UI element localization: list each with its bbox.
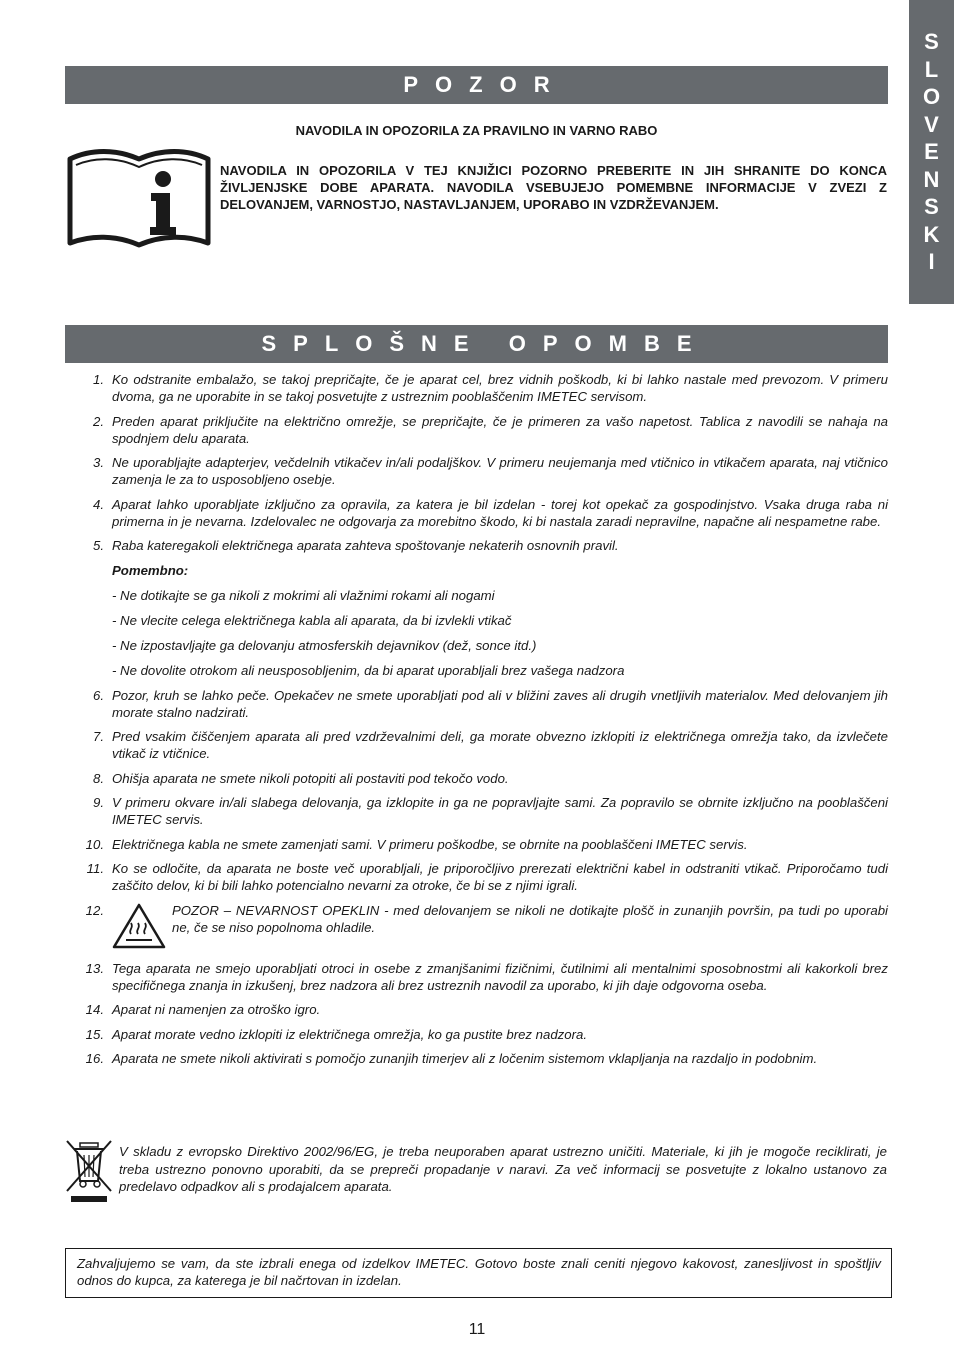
side-tab-letter: S (924, 194, 939, 220)
hot-surface-warning-icon (112, 902, 166, 950)
list-item (80, 836, 888, 853)
side-tab-letter: S (924, 29, 939, 55)
weee-disposal-text: V skladu z evropsko Direktivo 2002/96/EG, je treba neuporaben aparat ustrezno uničiti. Materiale, ki jih je mogoče reciklirati, je treba ustrezno ponovno uporabiti, da se prepreči propadanje v naravi. Za več informacij se posvetujte z lokalno ustanovo za predelavo odpadkov ali s prodajalcem aparata. (119, 1144, 887, 1194)
side-tab-letter: L (924, 56, 939, 82)
crossed-bin-icon (64, 1137, 114, 1203)
item-text: Ohišja aparata ne smete nikoli potopiti ali postaviti pod tekočo vodo. (112, 770, 509, 786)
pozor-banner (65, 66, 888, 104)
item-number: 15. (85, 1026, 104, 1042)
item-text: Tega aparata ne smejo uporabljati otroci in osebe z zmanjšanimi fizičnimi, čutilnimi ali mentalnimi sposobnostmi ali kakorkoli brez specifičnega znanja in izkušenj, brez nadzora ali brez ustreznih navodil za uporabo, ki jih daje odgovorna oseba. (112, 960, 888, 993)
item-number: 11. (86, 861, 104, 876)
item-text: Aparat lahko uporabljate izključno za opravila, za katera je bil izdelan - torej kot opekač za gospodinjstvo. Vsaka druga raba ni primerna in je nevarna. Izdelovalec ne odgovarja za morebitno škodo, ki bi nastala zaradi nepravilne, napačne ali nespametne rabe. (112, 496, 888, 529)
item-text: Ko odstranite embalažo, se takoj prepričajte, če je aparat cel, brez vidnih poškodb, ki bi lahko nastale med prevozom. V primeru dvoma, ga ne uporabite in se takoj posvetujte z ustreznim pooblaščenim IMETEC servisom. (112, 372, 888, 404)
item-number: 14. (85, 1002, 104, 1017)
instructions-subheading: NAVODILA IN OPOZORILA ZA PRAVILNO IN VARNO RABO (295, 123, 658, 138)
item-text: Ne uporabljajte adapterjev, večdelnih vtikačev in/ali podaljškov. V primeru neujemanja med vtičnico in vtikačem aparata, naj vtičnico zamenja le za to usposobljeno osebje. (112, 455, 888, 487)
side-tab-letter: V (924, 111, 939, 137)
item-number: 7. (93, 729, 104, 744)
item-text: Električnega kabla ne smete zamenjati sami. V primeru poškodbe, se obrnite na pooblaščeni IMETEC servis. (112, 836, 748, 852)
item-text: Aparat morate vedno izklopiti iz električnega omrežja, ko ga pustite brez nadzora. (112, 1026, 587, 1042)
item-text: Aparat ni namenjen za otroško igro. (112, 1002, 321, 1017)
item-number: 9. (93, 795, 104, 810)
general-notes-banner (65, 325, 888, 363)
item-number: 12. (85, 902, 104, 918)
pozor-title: POZOR (403, 72, 567, 97)
thank-you-text: Zahvaljujemo se vam, da ste izbrali enega od izdelkov IMETEC. Gotovo boste znali ceniti njegovo kakovost, zanesljivost in spoštljiv odnos do kupca, za katerega je bil načrtovan in izdelan. (77, 1256, 881, 1288)
important-point: - Ne dotikajte se ga nikoli z mokrimi ali vlažnimi rokami ali nogami (112, 587, 495, 603)
important-label: Pomembno: (112, 562, 189, 578)
general-notes-list (80, 371, 888, 1075)
burn-warning-item (80, 902, 888, 950)
list-item (80, 413, 888, 447)
item-text: Ko se odločite, da aparata ne boste več uporabljali, je priporočljivo prerezati električni kabel in odstraniti vtikač. Priporočamo tudi zaščito delov, ki bi bili lahko potencialno nevarni za otroke, če bi se z njimi igrali. (112, 861, 888, 893)
item-text: Pred vsakim čiščenjem aparata ali pred vzdrževalnimi deli, ga morate obvezno izklopiti iz električnega omrežja tako, da izvlečete vtikač iz vtičnice. (112, 729, 888, 761)
list-item (80, 687, 888, 721)
side-tab-letter: K (923, 221, 940, 247)
item-text: V primeru okvare in/ali slabega delovanja, ga izklopite in ga ne popravljajte sami. Za popravilo se obrnite izključno na pooblaščeni IMETEC servis. (112, 795, 888, 827)
important-point: - Ne izpostavljajte ga delovanju atmosferskih dejavnikov (dež, sonce itd.) (112, 637, 537, 653)
item-number: 16. (85, 1051, 104, 1066)
list-item (80, 728, 888, 762)
list-item (80, 371, 888, 405)
important-point: - Ne vlecite celega električnega kabla ali aparata, da bi izvlekli vtikač (112, 612, 512, 628)
item-number: 2. (93, 413, 104, 429)
warning-text: POZOR – NEVARNOST OPEKLIN - med delovanjem se nikoli ne dotikajte plošč in zunanjih površin, pa tudi po uporabi ne, če se niso popolnoma ohladile. (172, 902, 888, 935)
general-notes-title: SPLOŠNE OPOMBE (261, 331, 709, 356)
side-tab-letter: E (924, 139, 939, 165)
important-point: - Ne dovolite otrokom ali neusposobljenim, da bi aparat uporabljali brez vašega nadzora (112, 662, 625, 678)
list-item (80, 496, 888, 530)
list-item (80, 1050, 888, 1067)
item-number: 13. (85, 960, 104, 976)
item-number: 6. (93, 687, 104, 703)
info-manual-icon (66, 145, 212, 251)
language-side-tab (909, 0, 954, 304)
item-text: Pozor, kruh se lahko peče. Opekačev ne smete uporabljati pod ali v bližini zaves ali drugih vnetljivih materialov. Med delovanjem jih morate stalno nadzirati. (112, 687, 888, 720)
list-item (80, 1001, 888, 1018)
side-tab-letter: N (923, 166, 940, 192)
intro-warning-text: NAVODILA IN OPOZORILA V TEJ KNJIŽICI POZORNO PREBERITE IN JIH SHRANITE DO KONCA ŽIVLJENJSKE DOBE APARATA. NAVODILA VSEBUJEJO POMEMBNE INFORMACIJE V ZVEZI Z DELOVANJEM, VARNOSTJO, NASTAVLJANJEM, UPORABO IN VZDRŽEVANJEM. (220, 163, 887, 212)
item-text: Aparata ne smete nikoli aktivirati s pomočjo zunanjih timerjev ali z ločenim sistemom vklapljanja na razdaljo in podobnim. (112, 1051, 818, 1066)
list-item (80, 794, 888, 828)
item-number: 5. (93, 538, 104, 553)
list-item (80, 1026, 888, 1043)
item-text: Raba kateregakoli električnega aparata zahteva spoštovanje nekaterih osnovnih pravil. (112, 538, 619, 553)
page-number: 11 (468, 1321, 486, 1338)
item-number: 1. (93, 372, 104, 387)
thank-you-box (65, 1248, 892, 1298)
list-item (80, 860, 888, 894)
list-item (80, 770, 888, 787)
item-number: 10. (85, 836, 104, 852)
item-text: Preden aparat priključite na električno omrežje, se prepričajte, če je primeren za vašo napetost. Tablica z navodili se nahaja na spodnjem delu aparata. (112, 413, 888, 446)
side-tab-letter: I (928, 249, 935, 275)
item-number: 8. (93, 770, 104, 786)
item-number: 4. (93, 496, 104, 512)
item-number: 3. (93, 455, 104, 470)
list-item (80, 960, 888, 994)
list-item (80, 537, 888, 554)
list-item (80, 454, 888, 488)
side-tab-letter: O (922, 84, 941, 110)
